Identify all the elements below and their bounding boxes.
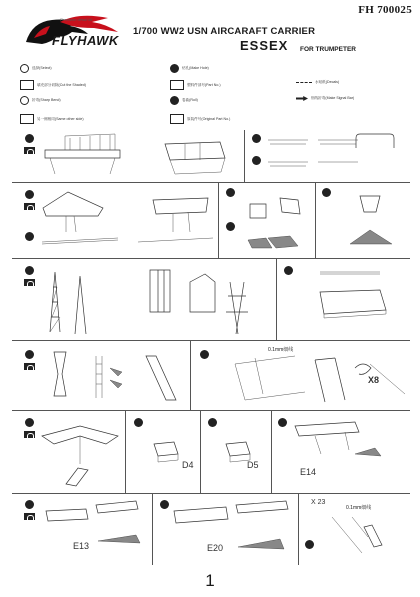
legend-panel xyxy=(20,64,400,126)
step-marker xyxy=(226,188,235,197)
same-side-icon xyxy=(20,114,34,124)
legend-item: 原装件号(Original Part No.) xyxy=(170,114,230,124)
cut-icon xyxy=(24,279,35,286)
decal-icon xyxy=(296,82,312,83)
legend-item: 钻孔(Make Hole) xyxy=(170,64,209,73)
divider xyxy=(271,410,272,493)
divider xyxy=(12,410,410,411)
divider xyxy=(298,493,299,565)
step-marker xyxy=(25,134,34,143)
step-marker xyxy=(25,500,34,509)
step-marker xyxy=(25,418,34,427)
multiplier-label: X 23 xyxy=(311,499,326,506)
mount-d4-drawing-icon xyxy=(140,414,200,492)
legend-item: 细线折弯(Make Signal Bar) xyxy=(296,96,354,101)
brand-tagline: Precision detail kit xyxy=(60,17,93,22)
divider xyxy=(12,493,410,494)
divider xyxy=(218,182,219,258)
wire-note: 0.1mm细线 xyxy=(268,347,294,353)
legend-item: 水贴纸(Decals) xyxy=(296,80,339,85)
scale-title: 1/700 WW2 USN AIRCARAFT CARRIER xyxy=(133,26,316,37)
select-icon xyxy=(20,64,29,73)
walkway-e20-drawing-icon xyxy=(166,497,298,563)
for-kit: FOR TRUMPETER xyxy=(300,46,356,53)
lattice-mast-drawing-icon xyxy=(40,262,275,338)
part-label: E14 xyxy=(300,467,317,477)
original-part-icon xyxy=(170,114,184,124)
step-marker xyxy=(25,232,34,241)
divider xyxy=(12,340,410,341)
step-marker xyxy=(25,350,34,359)
divider xyxy=(12,182,410,183)
davit-drawing-icon xyxy=(36,414,126,492)
walkway-e13-drawing-icon xyxy=(36,497,152,563)
legend-item: 另一侧相同(Same other side) xyxy=(20,114,84,124)
cut-icon xyxy=(24,147,35,154)
legend-item: 填充部分切除(Cut the Shaded) xyxy=(20,80,86,90)
multiplier-label: X8 xyxy=(368,375,380,385)
panel-drawing-icon xyxy=(240,186,315,256)
antenna-mast-drawing-icon xyxy=(35,130,245,180)
roll-icon xyxy=(170,96,179,105)
walkway-e14-drawing-icon xyxy=(285,414,410,492)
divider xyxy=(200,410,201,493)
cut-icon xyxy=(24,363,35,370)
mount-d5-drawing-icon xyxy=(214,414,271,492)
divider xyxy=(315,182,316,258)
ship-name: ESSEX xyxy=(240,38,289,53)
part-label: E20 xyxy=(207,543,224,553)
legend-item: 卷曲(Roll) xyxy=(170,96,198,105)
ladder-drawing-icon xyxy=(36,344,191,408)
drill-icon xyxy=(170,64,179,73)
divider xyxy=(276,258,277,340)
cut-icon xyxy=(24,203,35,210)
cut-icon xyxy=(24,513,35,520)
cut-icon xyxy=(24,431,35,438)
product-code: FH 700025 xyxy=(358,4,412,16)
arrow-icon xyxy=(296,96,308,101)
step-marker xyxy=(226,222,235,231)
divider xyxy=(12,258,410,259)
part-no-icon xyxy=(170,80,184,90)
part-label: D5 xyxy=(247,460,259,470)
part-label: D4 xyxy=(182,460,194,470)
divider xyxy=(152,493,153,565)
bracket-drawing-icon xyxy=(330,186,410,256)
sharp-bend-icon xyxy=(20,96,29,105)
wire-note: 0.1mm细线 xyxy=(346,505,372,511)
step-marker xyxy=(25,190,34,199)
cut-shaded-icon xyxy=(20,80,34,90)
platform-drawing-icon xyxy=(258,130,408,180)
railing-detail-drawing-icon xyxy=(205,344,410,408)
railing-frame-drawing-icon xyxy=(290,262,410,338)
page-number: 1 xyxy=(205,571,215,590)
crane-drawing-icon xyxy=(38,186,218,256)
legend-item: 选择(Select) xyxy=(20,64,52,73)
brand-name: FLYHAWK xyxy=(52,33,119,48)
part-label: E13 xyxy=(73,541,90,551)
legend-item: 折弯(Sharp Bend) xyxy=(20,96,61,105)
step-marker xyxy=(25,266,34,275)
legend-item: 塑料件部号(Part No.) xyxy=(170,80,221,90)
